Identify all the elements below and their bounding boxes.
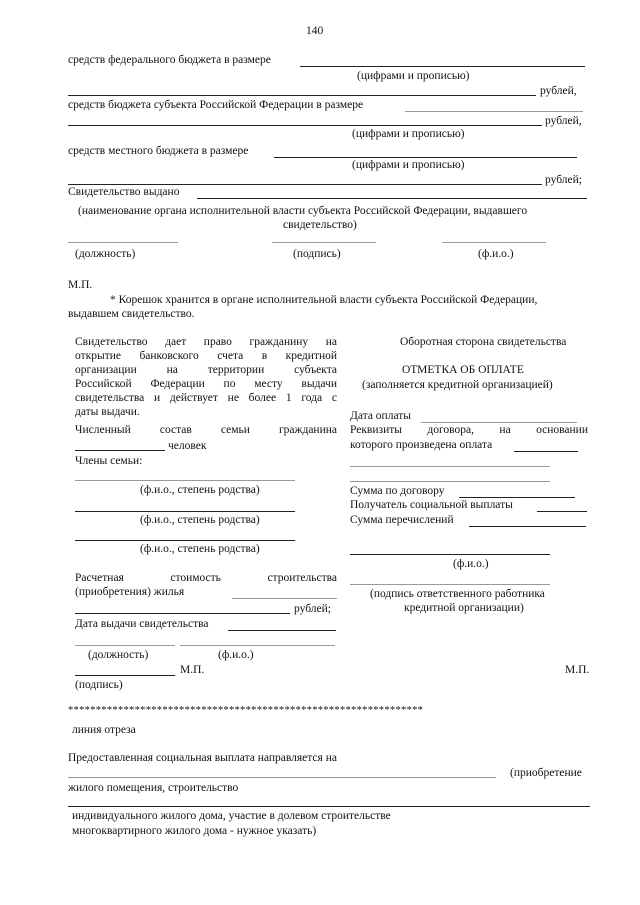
requisites-line-1[interactable]	[514, 451, 578, 452]
hint-numbers-1: (цифрами и прописью)	[357, 70, 470, 82]
member-hint-2: (ф.и.о., степень родства)	[140, 514, 260, 526]
local-amount-line[interactable]	[274, 157, 577, 158]
contract-sum-label: Сумма по договору	[350, 485, 445, 497]
member-hint-1: (ф.и.о., степень родства)	[140, 484, 260, 496]
bank-officer-hint-2: кредитной организации)	[404, 602, 524, 614]
reverse-side-label: Оборотная сторона свидетельства	[400, 336, 567, 348]
payment-direction-option: (приобретение	[510, 767, 582, 779]
left-stamp-label: М.П.	[180, 664, 205, 676]
regional-amount-line[interactable]	[405, 111, 583, 112]
bank-fio-hint: (ф.и.о.)	[453, 558, 489, 570]
payment-direction-line[interactable]	[68, 777, 496, 778]
pay-date-label: Дата оплаты	[350, 410, 411, 422]
family-persons-label: человек	[168, 440, 207, 452]
issue-date-label: Дата выдачи свидетельства	[75, 618, 209, 630]
issued-line[interactable]	[197, 198, 587, 199]
rights-line-4: Российской Федерации по месту выдачи	[75, 378, 337, 390]
local-words-line[interactable]	[68, 184, 542, 185]
payment-mark-subtitle: (заполняется кредитной организацией)	[362, 379, 553, 391]
contract-sum-line[interactable]	[459, 497, 575, 498]
payment-direction-label: Предоставленная социальная выплата направляется на	[68, 752, 337, 764]
left-fio-line[interactable]	[180, 645, 335, 646]
recipient-label: Получатель социальной выплаты	[350, 499, 513, 511]
transfers-line[interactable]	[469, 526, 586, 527]
issuer-signature-line[interactable]	[272, 242, 376, 243]
requisites-label-2: которого произведена оплата	[350, 439, 493, 451]
cost-rubles-label: рублей;	[294, 603, 331, 615]
hint-numbers-2: (цифрами и прописью)	[352, 128, 465, 140]
requisites-line-3[interactable]	[350, 481, 550, 482]
authority-hint-2: свидетельство)	[283, 219, 357, 231]
member-line-2[interactable]	[75, 511, 295, 512]
cost-label-1: Расчетная стоимость строительства	[75, 572, 337, 584]
issuer-fio-line[interactable]	[442, 242, 546, 243]
regional-budget-label: средств бюджета субъекта Российской Федерации в размере	[68, 99, 364, 111]
cut-line-label: линия отреза	[72, 724, 136, 736]
member-hint-3: (ф.и.о., степень родства)	[140, 543, 260, 555]
stamp-label: М.П.	[68, 279, 93, 291]
cost-amount-line-1[interactable]	[232, 598, 337, 599]
member-line-3[interactable]	[75, 540, 295, 541]
cost-label-2: (приобретения) жилья	[75, 586, 185, 598]
transfers-label: Сумма перечислений	[350, 514, 454, 526]
rights-line-5: свидетельства и действует не более 1 года с	[75, 392, 337, 404]
left-position-hint: (должность)	[88, 649, 149, 661]
hint-numbers-3: (цифрами и прописью)	[352, 159, 465, 171]
payment-direction-text-2: индивидуального жилого дома, участие в долевом строительстве	[72, 810, 391, 822]
family-size-label: Численный состав семьи гражданина	[75, 424, 337, 436]
rights-line-1: Свидетельство дает право гражданину на	[75, 336, 337, 348]
recipient-line[interactable]	[537, 511, 587, 512]
left-position-line[interactable]	[75, 645, 175, 646]
regional-words-line[interactable]	[68, 125, 542, 126]
member-line-1[interactable]	[75, 480, 295, 481]
bank-officer-hint-1: (подпись ответственного работника	[370, 588, 545, 600]
rights-line-3: организации на территории субъекта	[75, 364, 337, 376]
payment-direction-text-1: жилого помещения, строительство	[68, 782, 239, 794]
payment-direction-text-3: многоквартирного жилого дома - нужное указать)	[72, 825, 317, 837]
federal-budget-label: средств федерального бюджета в размере	[68, 54, 271, 66]
requisites-label-1: Реквизиты договора, на основании	[350, 424, 588, 436]
issue-date-line[interactable]	[228, 630, 336, 631]
rights-line-6: даты выдачи.	[75, 406, 140, 418]
issued-label: Свидетельство выдано	[68, 186, 180, 198]
bank-stamp-label: М.П.	[565, 664, 590, 676]
left-signature-hint: (подпись)	[75, 679, 123, 691]
issuer-fio-hint: (ф.и.о.)	[478, 248, 514, 260]
left-fio-hint: (ф.и.о.)	[218, 649, 254, 661]
pay-date-line[interactable]	[421, 422, 577, 423]
issuer-signature-hint: (подпись)	[293, 248, 341, 260]
cost-amount-line-2[interactable]	[75, 613, 290, 614]
page-number: 140	[306, 25, 324, 37]
federal-amount-line[interactable]	[300, 66, 585, 67]
local-budget-label: средств местного бюджета в размере	[68, 145, 249, 157]
left-signature-line[interactable]	[75, 675, 175, 676]
payment-mark-title: ОТМЕТКА ОБ ОПЛАТЕ	[402, 364, 524, 376]
federal-words-line[interactable]	[68, 95, 536, 96]
bank-signature-line[interactable]	[350, 584, 550, 585]
rubles-label-1: рублей,	[540, 85, 577, 97]
family-members-label: Члены семьи:	[75, 455, 143, 467]
authority-hint-1: (наименование органа исполнительной власти субъекта Российской Федерации, выдавшего	[78, 205, 528, 217]
cut-line-stars: ****************************************************************	[68, 705, 424, 716]
payment-direction-line-2[interactable]	[68, 806, 590, 807]
rights-line-2: открытие банковского счета в кредитной	[75, 350, 337, 362]
issuer-position-hint: (должность)	[75, 248, 136, 260]
issuer-position-line[interactable]	[68, 242, 178, 243]
footnote-line-2: выдавшем свидетельство.	[68, 308, 195, 320]
rubles-label-3: рублей;	[545, 174, 582, 186]
bank-fio-line[interactable]	[350, 554, 550, 555]
family-size-line[interactable]	[75, 450, 165, 451]
footnote-line-1: * Корешок хранится в органе исполнительной власти субъекта Российской Федерации,	[110, 294, 538, 306]
rubles-label-2: рублей,	[545, 115, 582, 127]
requisites-line-2[interactable]	[350, 466, 550, 467]
